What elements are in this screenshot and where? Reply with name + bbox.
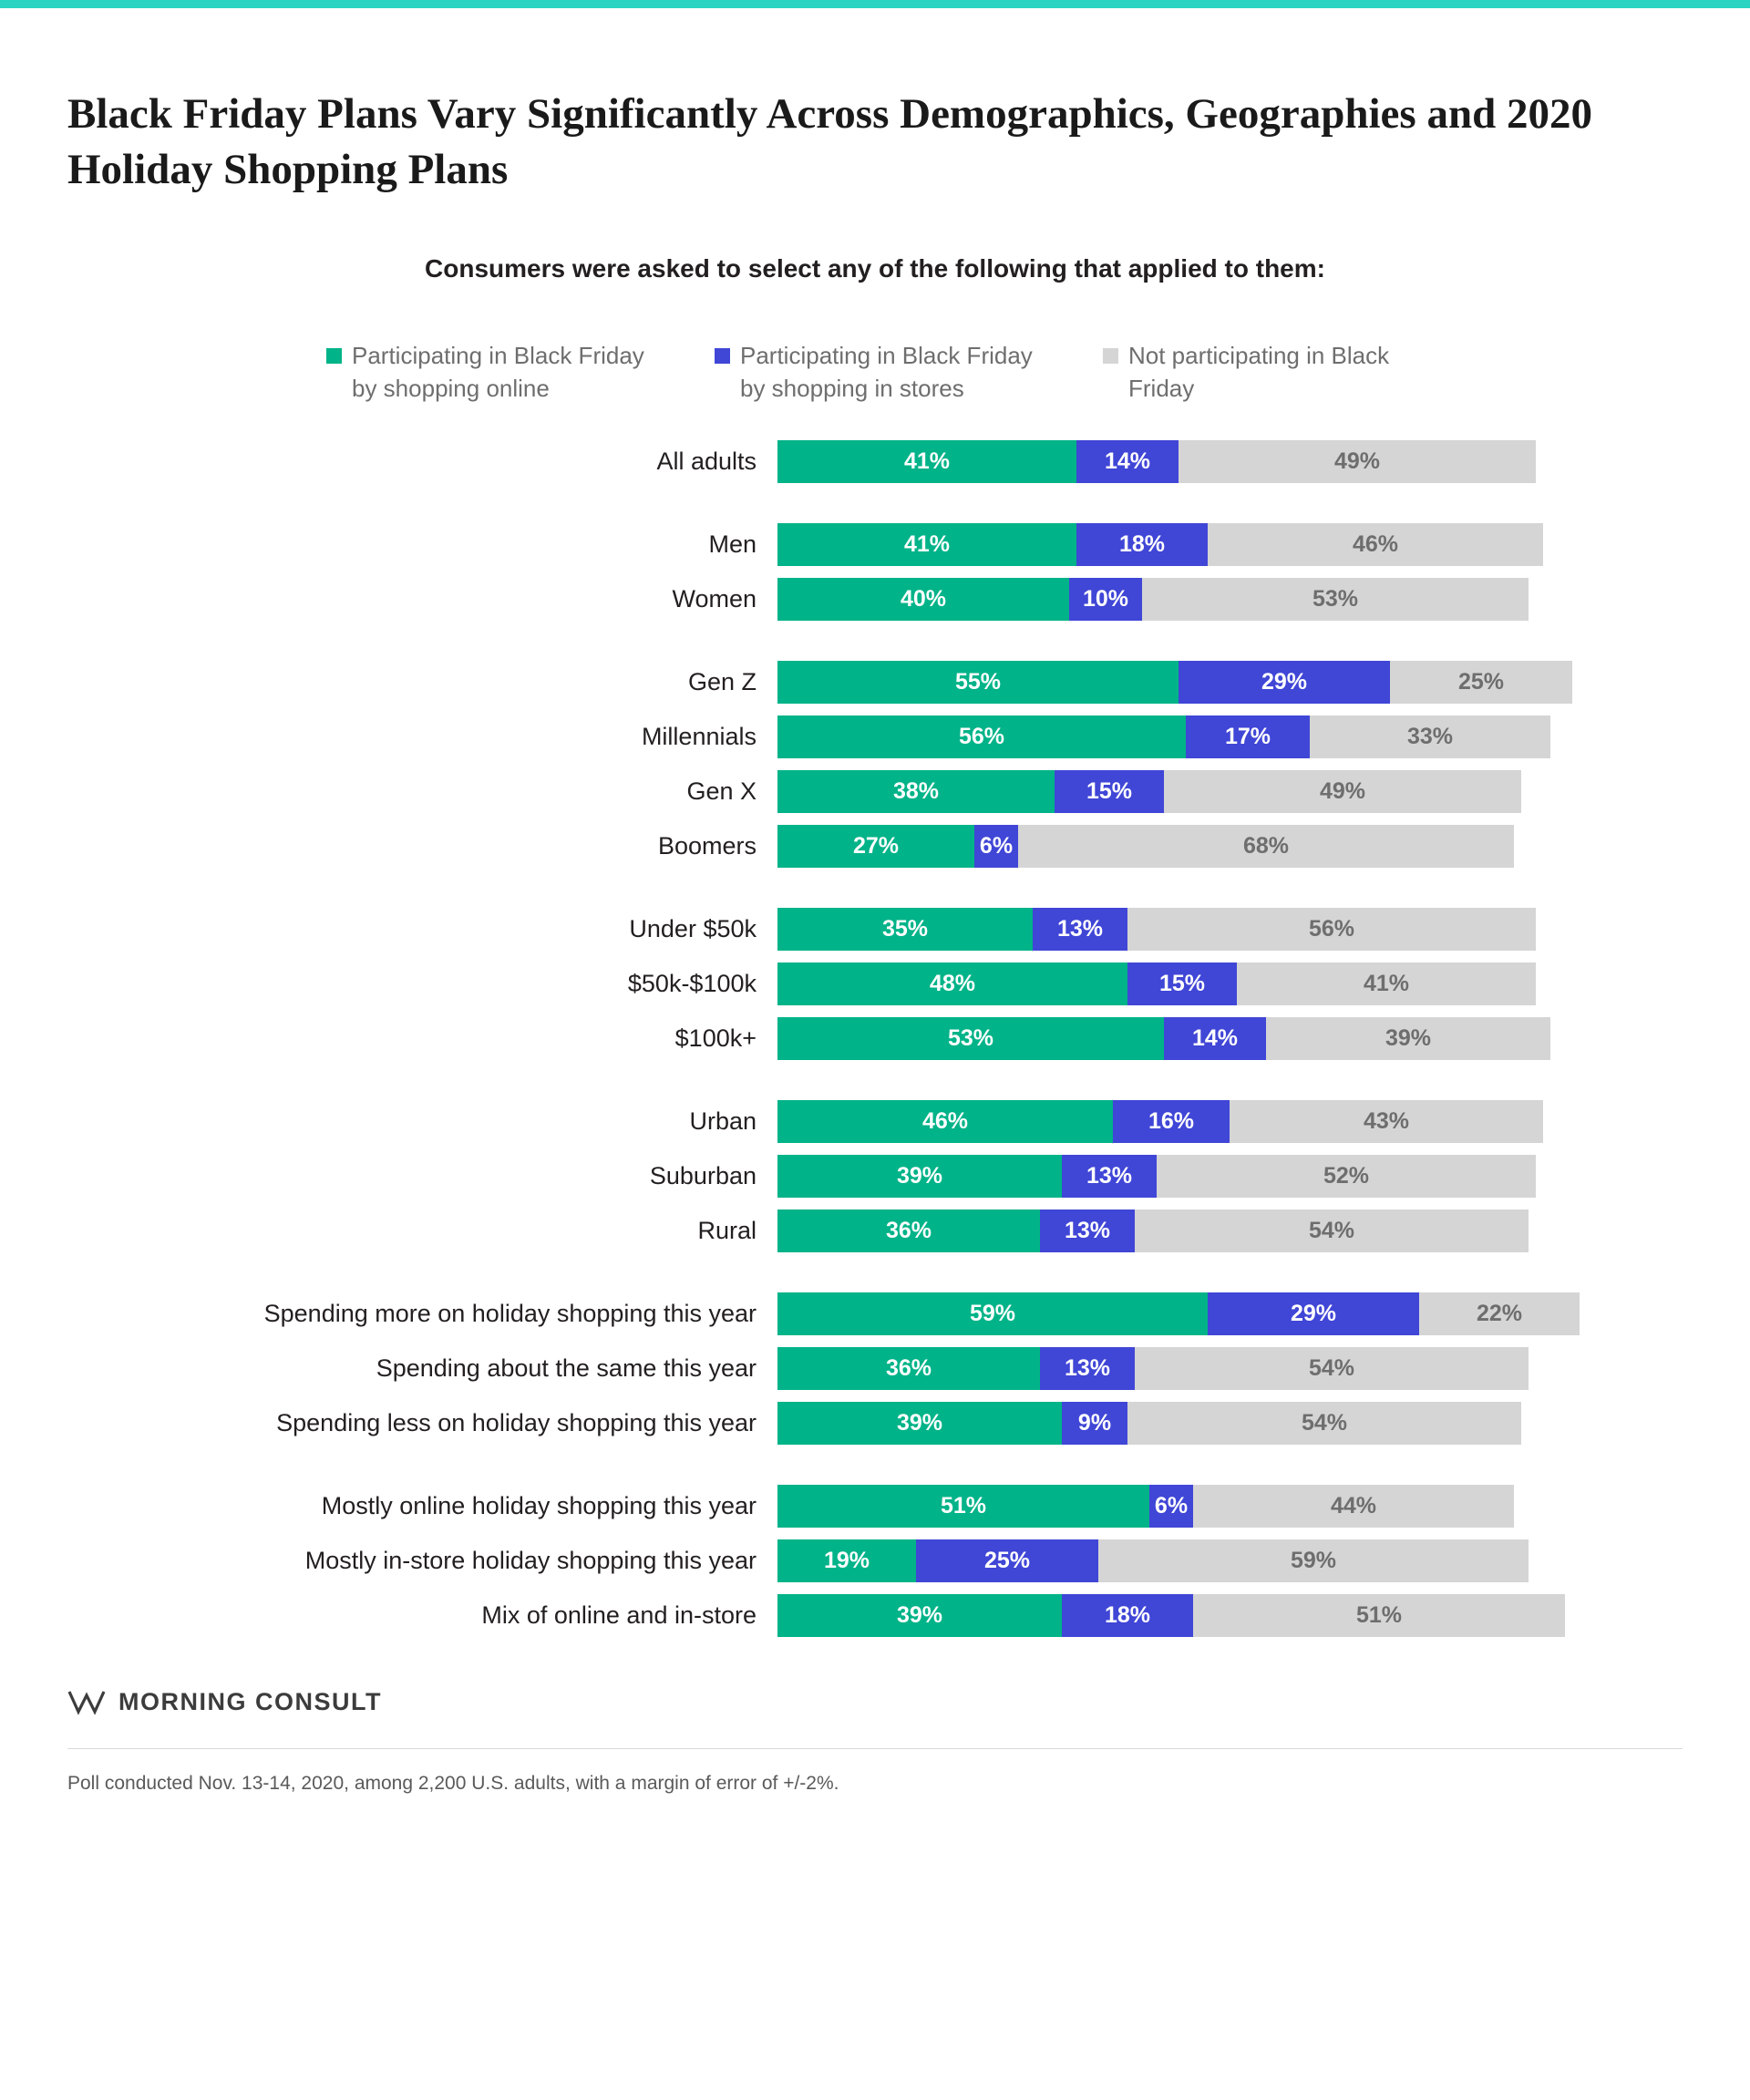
bar-segment-not: 22% (1419, 1292, 1580, 1335)
chart-row (60, 1402, 1690, 1445)
stacked-bar (777, 440, 1690, 483)
stacked-bar-chart (60, 440, 1690, 1637)
chart-footer (60, 1688, 1690, 1795)
bar-group-spending (60, 1292, 1690, 1445)
bar-group-gender (60, 523, 1690, 621)
bar-segment-online: 51% (777, 1485, 1149, 1528)
row-label: Under $50k (629, 914, 757, 942)
chart-row (60, 770, 1690, 813)
row-label: Rural (697, 1216, 757, 1244)
bar-segment-not: 41% (1237, 962, 1536, 1005)
row-label: Gen X (686, 777, 757, 805)
chart-row (60, 1539, 1690, 1582)
chart-row (60, 825, 1690, 868)
chart-row (60, 523, 1690, 566)
bar-segment-stores: 18% (1076, 523, 1208, 566)
bar-segment-stores: 13% (1033, 908, 1127, 951)
bar-segment-stores: 15% (1055, 770, 1164, 813)
bar-segment-online: 56% (777, 715, 1186, 758)
bar-segment-not: 54% (1135, 1347, 1529, 1390)
bar-segment-stores: 10% (1069, 578, 1142, 621)
legend-item-not (1103, 340, 1447, 406)
stacked-bar (777, 825, 1690, 868)
chart-row (60, 908, 1690, 951)
row-label: Suburban (649, 1161, 757, 1189)
stacked-bar (777, 1594, 1690, 1637)
row-label: Spending less on holiday shopping this year (276, 1408, 757, 1436)
bar-segment-stores: 13% (1062, 1155, 1157, 1198)
bar-segment-not: 68% (1018, 825, 1514, 868)
chart-row (60, 1485, 1690, 1528)
row-label: Men (708, 530, 757, 558)
bar-segment-online: 39% (777, 1594, 1062, 1637)
bar-segment-stores: 13% (1040, 1347, 1135, 1390)
stacked-bar (777, 962, 1690, 1005)
stacked-bar (777, 908, 1690, 951)
legend-swatch-stores-icon (715, 348, 730, 364)
brand-name: MORNING CONSULT (118, 1688, 382, 1716)
morning-consult-logo-icon (67, 1688, 106, 1717)
row-label: All adults (656, 447, 757, 475)
row-label: Mostly online holiday shopping this year (321, 1491, 757, 1519)
bar-segment-stores: 29% (1179, 661, 1390, 704)
bar-segment-stores: 6% (1149, 1485, 1193, 1528)
legend-label-online: Participating in Black Friday by shopping online (352, 342, 644, 403)
bar-segment-online: 19% (777, 1539, 916, 1582)
legend-item-online (326, 340, 671, 406)
stacked-bar (777, 1017, 1690, 1060)
bar-segment-stores: 16% (1113, 1100, 1230, 1143)
legend-swatch-not-icon (1103, 348, 1118, 364)
row-label: Urban (689, 1107, 757, 1135)
bar-segment-not: 49% (1164, 770, 1521, 813)
bar-segment-not: 52% (1157, 1155, 1536, 1198)
chart-row (60, 1292, 1690, 1335)
stacked-bar (777, 661, 1690, 704)
page-title: Black Friday Plans Vary Significantly Across Demographics, Geographies and 2020 Holiday Shopping Plans (67, 90, 1592, 194)
bar-segment-online: 55% (777, 661, 1179, 704)
row-label: Spending more on holiday shopping this year (263, 1299, 757, 1327)
legend-label-stores: Participating in Black Friday by shopping in stores (740, 342, 1033, 403)
chart-row (60, 1100, 1690, 1143)
bar-group-all (60, 440, 1690, 483)
bar-segment-stores: 14% (1164, 1017, 1266, 1060)
bar-segment-online: 41% (777, 523, 1076, 566)
methodology-note: Poll conducted Nov. 13-14, 2020, among 2,200 U.S. adults, with a margin of error of +/-2%. (67, 1772, 839, 1794)
row-label: Millennials (641, 722, 757, 750)
bar-group-channel (60, 1485, 1690, 1637)
bar-segment-not: 59% (1098, 1539, 1529, 1582)
bar-segment-online: 39% (777, 1155, 1062, 1198)
stacked-bar (777, 1539, 1690, 1582)
bar-group-income (60, 908, 1690, 1060)
bar-segment-online: 46% (777, 1100, 1113, 1143)
legend-label-not: Not participating in Black Friday (1128, 342, 1390, 403)
bar-segment-not: 33% (1310, 715, 1550, 758)
bar-segment-not: 56% (1127, 908, 1536, 951)
chart-row (60, 661, 1690, 704)
chart-subtitle: Consumers were asked to select any of the following that applied to them: (425, 254, 1325, 283)
stacked-bar (777, 1402, 1690, 1445)
row-label: Boomers (657, 831, 757, 860)
stacked-bar (777, 1210, 1690, 1252)
bar-segment-stores: 25% (916, 1539, 1098, 1582)
row-label: Mix of online and in-store (481, 1601, 757, 1629)
chart-row (60, 1017, 1690, 1060)
bar-segment-online: 39% (777, 1402, 1062, 1445)
top-accent-rule (0, 0, 1750, 8)
stacked-bar (777, 1485, 1690, 1528)
chart-row (60, 1594, 1690, 1637)
chart-legend (60, 340, 1690, 406)
chart-row (60, 962, 1690, 1005)
row-label: Gen Z (687, 667, 757, 695)
row-label: Mostly in-store holiday shopping this year (304, 1546, 757, 1574)
bar-group-community (60, 1100, 1690, 1252)
bar-segment-stores: 29% (1208, 1292, 1419, 1335)
chart-row (60, 1155, 1690, 1198)
bar-segment-stores: 9% (1062, 1402, 1127, 1445)
footer-divider (67, 1748, 1683, 1749)
stacked-bar (777, 1100, 1690, 1143)
bar-segment-online: 48% (777, 962, 1127, 1005)
bar-segment-stores: 17% (1186, 715, 1310, 758)
stacked-bar (777, 523, 1690, 566)
bar-segment-online: 41% (777, 440, 1076, 483)
legend-swatch-online-icon (326, 348, 342, 364)
stacked-bar (777, 770, 1690, 813)
stacked-bar (777, 1292, 1690, 1335)
bar-segment-not: 43% (1230, 1100, 1543, 1143)
bar-segment-not: 51% (1193, 1594, 1565, 1637)
chart-row (60, 715, 1690, 758)
bar-segment-online: 40% (777, 578, 1069, 621)
bar-segment-not: 49% (1179, 440, 1536, 483)
bar-segment-online: 36% (777, 1347, 1040, 1390)
bar-segment-stores: 14% (1076, 440, 1179, 483)
bar-segment-online: 36% (777, 1210, 1040, 1252)
row-label: Women (672, 584, 757, 612)
chart-row (60, 440, 1690, 483)
bar-segment-stores: 6% (974, 825, 1018, 868)
chart-row (60, 578, 1690, 621)
bar-segment-not: 54% (1127, 1402, 1521, 1445)
page-container (0, 87, 1750, 1795)
row-label: Spending about the same this year (376, 1354, 757, 1382)
row-label: $100k+ (674, 1024, 757, 1052)
legend-item-stores (715, 340, 1059, 406)
stacked-bar (777, 715, 1690, 758)
bar-segment-online: 27% (777, 825, 974, 868)
bar-segment-online: 59% (777, 1292, 1208, 1335)
bar-segment-stores: 13% (1040, 1210, 1135, 1252)
bar-segment-not: 46% (1208, 523, 1543, 566)
bar-segment-stores: 15% (1127, 962, 1237, 1005)
stacked-bar (777, 1155, 1690, 1198)
stacked-bar (777, 578, 1690, 621)
bar-segment-online: 35% (777, 908, 1033, 951)
bar-group-generation (60, 661, 1690, 868)
bar-segment-online: 53% (777, 1017, 1164, 1060)
bar-segment-not: 39% (1266, 1017, 1550, 1060)
bar-segment-stores: 18% (1062, 1594, 1193, 1637)
bar-segment-online: 38% (777, 770, 1055, 813)
bar-segment-not: 25% (1390, 661, 1572, 704)
stacked-bar (777, 1347, 1690, 1390)
chart-row (60, 1210, 1690, 1252)
chart-row (60, 1347, 1690, 1390)
bar-segment-not: 53% (1142, 578, 1529, 621)
brand-lockup (60, 1688, 1690, 1717)
bar-segment-not: 44% (1193, 1485, 1514, 1528)
bar-segment-not: 54% (1135, 1210, 1529, 1252)
row-label: $50k-$100k (627, 969, 757, 997)
